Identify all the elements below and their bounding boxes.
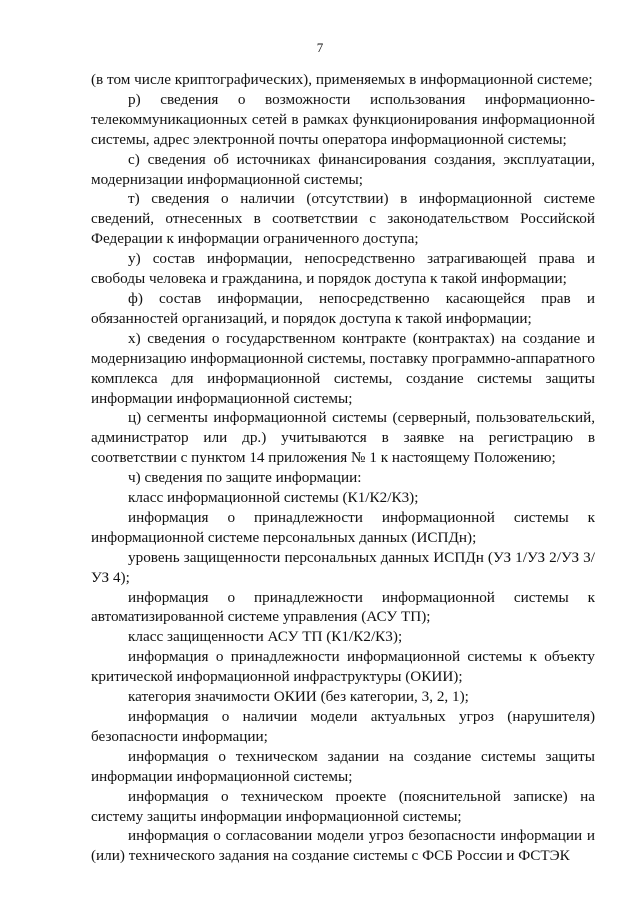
paragraph: ц) сегменты информационной системы (серверный, пользовательский, администратор или др.) учитываются в заявке на регистрацию в соответствии с пунктом 14 приложения № 1 к настоящему Положению; [91,409,595,467]
paragraph: уровень защищенности персональных данных ИСПДн (УЗ 1/УЗ 2/УЗ 3/УЗ 4); [91,548,595,586]
paragraph: информация о принадлежности информационной системы к информационной системе персональных данных (ИСПДн); [91,508,595,546]
paragraph: информация о техническом задании на создание системы защиты информации информационной системы; [91,747,595,785]
paragraph: у) состав информации, непосредственно затрагивающей права и свободы человека и гражданина, и порядок доступа к такой информации; [91,250,595,288]
paragraph: информация о наличии модели актуальных угроз (нарушителя) безопасности информации; [91,708,595,745]
paragraph: информация о согласовании модели угроз безопасности информации и (или) технического задания на создание системы с ФСБ России и ФСТЭК [91,827,595,865]
document-body [91,70,595,866]
paragraph: с) сведения об источниках финансирования создания, эксплуатации, модернизации информационной системы; [91,150,595,188]
paragraph: информация о техническом проекте (пояснительной записке) на систему защиты информации информационной системы; [91,787,595,825]
paragraph: информация о принадлежности информационной системы к автоматизированной системе управления (АСУ ТП); [91,588,595,626]
paragraph: р) сведения о возможности использования информационно-телекоммуникационных сетей в рамках функционирования информационной системы, адрес электронной почты оператора информационной системы; [91,90,595,148]
paragraph: информация о принадлежности информационной системы к объекту критической информационной инфраструктуры (ОКИИ); [91,648,595,686]
paragraph: категория значимости ОКИИ (без категории, 3, 2, 1); [128,688,469,706]
page-number: 7 [316,40,324,55]
paragraph: т) сведения о наличии (отсутствии) в информационной системе сведений, отнесенных в соответствии с законодательством Российской Федерации к информации ограниченного доступа; [91,190,595,248]
paragraph: ч) сведения по защите информации: [128,469,362,487]
paragraph: класс информационной системы (К1/К2/К3); [128,489,419,507]
paragraph: ф) состав информации, непосредственно касающейся прав и обязанностей организаций, и порядок доступа к такой информации; [91,289,595,327]
paragraph: (в том числе криптографических), применяемых в информационной системе; [91,71,593,88]
paragraph: класс защищенности АСУ ТП (К1/К2/К3); [128,628,403,646]
paragraph: х) сведения о государственном контракте (контрактах) на создание и модернизацию информационной системы, поставку программно-аппаратного комплекса для информационной системы, создание системы защиты информации информационной системы; [91,329,595,407]
